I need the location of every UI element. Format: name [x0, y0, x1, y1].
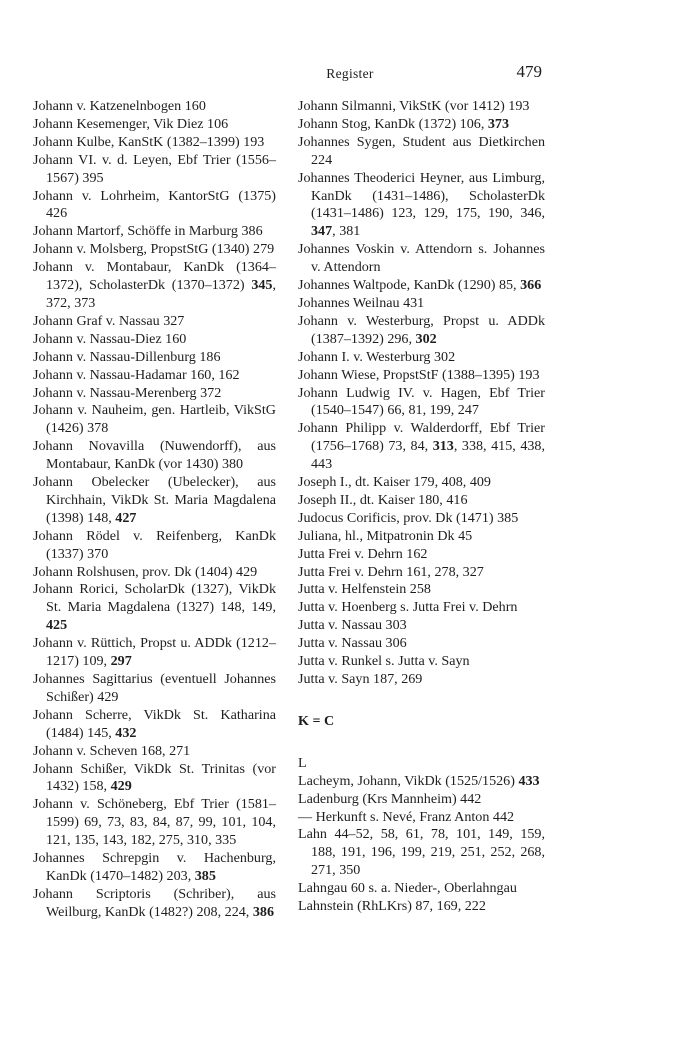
- index-entry: [33, 313, 276, 331]
- index-entry: [298, 564, 545, 582]
- entry-text: Johannes Theoderici Heyner, aus Limburg, KanDk (1431–1486), ScholasterDk (1431–1486) 123, 129, 175, 190, 346,: [298, 169, 545, 222]
- index-entry: [298, 295, 545, 313]
- entry-text: Johann v. Lohrheim, KantorStG (1375) 426: [33, 187, 276, 222]
- entry-text: Johannes Waltpode, KanDk (1290) 85,: [298, 277, 521, 294]
- bold-page-ref: 425: [46, 617, 68, 634]
- entry-text: Johann Martorf, Schöffe in Marburg 386: [33, 223, 263, 240]
- entry-text: Johann Ludwig IV. v. Hagen, Ebf Trier (1540–1547) 66, 81, 199, 247: [298, 384, 545, 419]
- index-entry: [33, 259, 276, 313]
- entry-text: Johann Kesemenger, Vik Diez 106: [33, 115, 229, 132]
- index-entry: [298, 313, 545, 349]
- bold-page-ref: 302: [415, 330, 437, 347]
- index-entry: [298, 349, 545, 367]
- index-entry: [298, 492, 545, 510]
- entry-text: Johann Schißer, VikDk St. Trinitas (vor 1432) 158,: [33, 760, 276, 795]
- index-entry: [33, 402, 276, 438]
- index-entry: [33, 349, 276, 367]
- index-entry: [298, 528, 545, 546]
- index-entry: [298, 617, 545, 635]
- running-title: Register: [326, 66, 374, 81]
- index-entry: [298, 880, 545, 898]
- entry-text: — Herkunft s. Nevé, Franz Anton 442: [298, 808, 515, 825]
- index-entry: [298, 635, 545, 653]
- bold-page-ref: 373: [487, 115, 510, 132]
- entry-text: Johann I. v. Westerburg 302: [298, 348, 456, 365]
- index-entry: [33, 331, 276, 349]
- entry-text: Johannes Weilnau 431: [298, 294, 425, 311]
- entries-l: [298, 773, 545, 916]
- left-column: [33, 98, 276, 922]
- entry-text: Johann v. Nassau-Dillenburg 186: [33, 348, 221, 365]
- entry-text: Johann Graf v. Nassau 327: [33, 312, 185, 329]
- bold-page-ref: 433: [518, 772, 540, 789]
- bold-page-ref: 386: [252, 903, 274, 920]
- section-heading-l: L: [298, 754, 307, 771]
- entry-text: Johannes Voskin v. Attendorn s. Johannes v. Attendorn: [298, 241, 545, 276]
- entry-text: Johann Scherre, VikDk St. Katharina (1484) 145,: [33, 706, 276, 741]
- index-entry: [298, 773, 545, 791]
- entry-text: Johann Philipp v. Walderdorff, Ebf Trier (1756–1768) 73, 84,: [298, 420, 545, 455]
- entry-text: Johann Rorici, ScholarDk (1327), VikDk St. Maria Magdalena (1327) 148, 149,: [33, 581, 276, 616]
- entry-text: Jutta v. Nassau 306: [298, 635, 407, 652]
- bold-page-ref: 297: [110, 653, 132, 670]
- index-entry: [298, 671, 545, 689]
- index-entry: [298, 653, 545, 671]
- page-header: [0, 62, 700, 84]
- entry-text: Jutta v. Sayn 187, 269: [298, 671, 423, 687]
- entry-text: Johann VI. v. d. Leyen, Ebf Trier (1556–1567) 395: [33, 151, 276, 186]
- index-entry: [33, 528, 276, 564]
- index-entry: [298, 599, 545, 617]
- entry-text: Johannes Sygen, Student aus Dietkirchen 224: [298, 133, 545, 168]
- section-heading-kc: K = C: [298, 712, 335, 729]
- entry-text: Jutta v. Nassau 303: [298, 617, 407, 634]
- index-entry: [33, 796, 276, 850]
- index-entry: [33, 671, 276, 707]
- index-entry: [298, 898, 545, 916]
- index-entry: [33, 850, 276, 886]
- index-entry: [33, 188, 276, 224]
- entry-text: , 372, 373: [46, 277, 276, 311]
- page-number: 479: [516, 62, 542, 81]
- entry-text: Johann Kulbe, KanStK (1382–1399) 193: [33, 133, 265, 150]
- entry-text: Judocus Corificis, prov. Dk (1471) 385: [298, 509, 519, 526]
- entry-text: Johann Silmanni, VikStK (vor 1412) 193: [298, 98, 530, 114]
- index-entry: [298, 510, 545, 528]
- entry-text: Johann Scriptoris (Schriber), aus Weilburg, KanDk (1482?) 208, 224,: [33, 885, 276, 920]
- index-entry: [298, 277, 545, 295]
- entry-text: Jutta v. Helfenstein 258: [298, 581, 431, 598]
- index-entry: [298, 791, 545, 809]
- bold-page-ref: 427: [115, 509, 137, 526]
- entry-text: Joseph I., dt. Kaiser 179, 408, 409: [298, 474, 491, 491]
- entry-text: , 381: [332, 223, 361, 240]
- index-entry: [33, 474, 276, 528]
- entry-text: Johann v. Nassau-Hadamar 160, 162: [33, 366, 240, 383]
- entry-text: Jutta Frei v. Dehrn 162: [298, 545, 428, 562]
- entry-text: Johannes Sagittarius (eventuell Johannes Schißer) 429: [33, 671, 276, 705]
- entry-text: Juliana, hl., Mitpatronin Dk 45: [298, 527, 473, 544]
- index-entry: [298, 241, 545, 277]
- index-entry: [33, 743, 276, 761]
- entry-text: Johann v. Scheven 168, 271: [33, 742, 191, 759]
- index-entry: [298, 367, 545, 385]
- index-entry: [298, 170, 545, 242]
- bold-page-ref: 313: [432, 438, 454, 455]
- entry-text: Jutta v. Runkel s. Jutta v. Sayn: [298, 653, 470, 670]
- entry-text: Johann v. Katzenelnbogen 160: [33, 98, 206, 114]
- entries-j: [298, 98, 545, 689]
- index-entry: [298, 385, 545, 421]
- entry-text: Johann Novavilla (Nuwendorff), aus Montabaur, KanDk (vor 1430) 380: [33, 438, 276, 473]
- entry-text: Lahngau 60 s. a. Nieder-, Oberlahngau: [298, 880, 517, 897]
- entry-text: Johann Rödel v. Reifenberg, KanDk (1337) 370: [33, 527, 276, 562]
- index-entry: [298, 546, 545, 564]
- entry-text: Johann v. Nassau-Merenberg 372: [33, 384, 222, 401]
- index-entry: [298, 826, 545, 880]
- bold-page-ref: 366: [520, 277, 542, 294]
- entry-text: Johann Wiese, PropstStF (1388–1395) 193: [298, 366, 540, 383]
- index-entry: [33, 134, 276, 152]
- index-entry: [298, 581, 545, 599]
- entry-text: Lahnstein (RhLKrs) 87, 169, 222: [298, 898, 486, 915]
- entry-text: Johann Stog, KanDk (1372) 106,: [298, 115, 488, 132]
- entry-text: Lahn 44–52, 58, 61, 78, 101, 149, 159, 188, 191, 196, 199, 219, 251, 252, 268, 271, 350: [298, 826, 545, 879]
- bold-page-ref: 432: [115, 724, 137, 741]
- entry-text: Johann v. Molsberg, PropstStG (1340) 279: [33, 241, 275, 258]
- entry-text: Johann v. Nassau-Diez 160: [33, 330, 187, 347]
- index-entry: [298, 116, 545, 134]
- index-entry: [33, 223, 276, 241]
- index-entry: [33, 367, 276, 385]
- entry-text: Jutta v. Hoenberg s. Jutta Frei v. Dehrn: [298, 599, 518, 616]
- index-entry: [33, 886, 276, 922]
- entry-text: Lacheym, Johann, VikDk (1525/1526): [298, 772, 519, 789]
- index-entry: [298, 134, 545, 170]
- index-entry: [33, 98, 276, 116]
- bold-page-ref: 347: [311, 223, 333, 240]
- entry-text: Johann Obelecker (Ubelecker), aus Kirchhain, VikDk St. Maria Magdalena (1398) 148,: [33, 474, 276, 526]
- bold-page-ref: 345: [251, 277, 273, 294]
- index-entry: [33, 438, 276, 474]
- entry-text: Ladenburg (Krs Mannheim) 442: [298, 790, 482, 807]
- entry-text: Johannes Schrepgin v. Hachenburg, KanDk (1470–1482) 203,: [33, 850, 276, 884]
- index-entry: [298, 474, 545, 492]
- entry-text: Johann v. Nauheim, gen. Hartleib, VikStG (1426) 378: [33, 402, 276, 437]
- index-entry: [33, 152, 276, 188]
- index-entry: [33, 761, 276, 797]
- entry-text: Joseph II., dt. Kaiser 180, 416: [298, 491, 468, 508]
- index-entry: [298, 420, 545, 474]
- bold-page-ref: 429: [110, 778, 132, 795]
- index-entry: [33, 116, 276, 134]
- index-entry: [298, 809, 545, 827]
- entry-text: , 338, 415, 438, 443: [311, 438, 545, 473]
- entry-text: Johann v. Rüttich, Propst u. ADDk (1212–1217) 109,: [33, 635, 276, 670]
- entry-text: Johann v. Schöneberg, Ebf Trier (1581–1599) 69, 73, 83, 84, 87, 99, 101, 104, 121, 135, 143, 182, 275, 310, 335: [33, 796, 276, 849]
- index-entry: [33, 385, 276, 403]
- index-entry: [33, 707, 276, 743]
- bold-page-ref: 385: [194, 867, 216, 884]
- index-entry: [33, 241, 276, 259]
- entry-text: Jutta Frei v. Dehrn 161, 278, 327: [298, 563, 484, 580]
- index-entry: [33, 635, 276, 671]
- index-entry: [33, 581, 276, 635]
- right-column: [298, 98, 545, 916]
- entry-text: Johann v. Montabaur, KanDk (1364–1372), ScholasterDk (1370–1372): [33, 259, 276, 294]
- entry-text: Johann v. Westerburg, Propst u. ADDk (1387–1392) 296,: [298, 312, 545, 347]
- index-entry: [33, 564, 276, 582]
- entry-text: Johann Rolshusen, prov. Dk (1404) 429: [33, 563, 258, 580]
- index-entry: [298, 98, 545, 116]
